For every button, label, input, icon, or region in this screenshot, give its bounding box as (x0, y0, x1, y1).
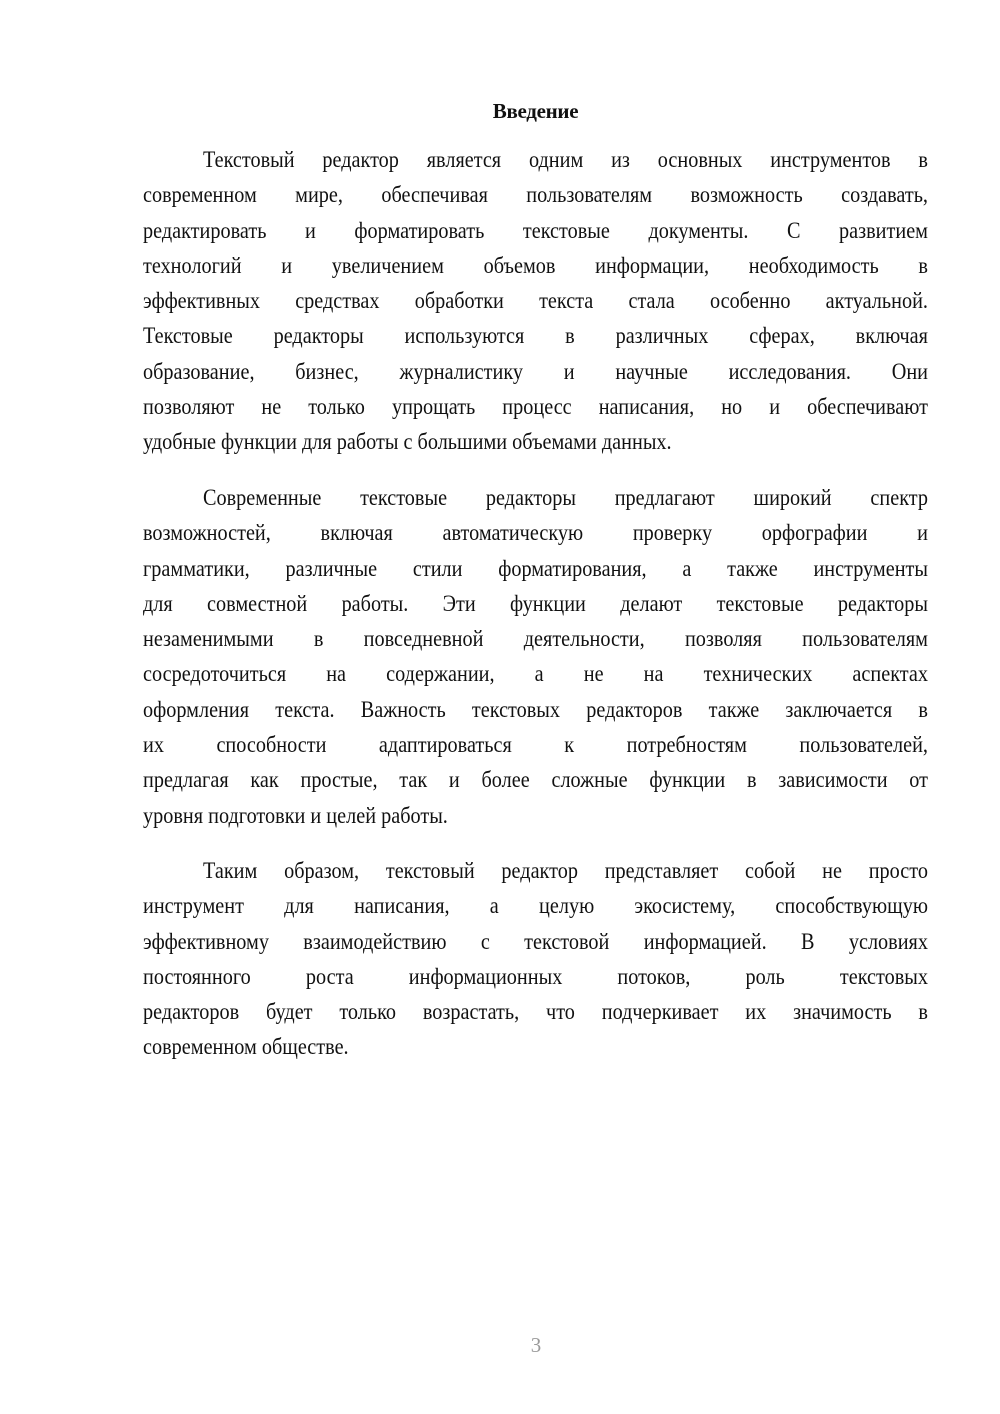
text-line: инструмент для написания, а целую экосистему, способствующую (143, 893, 928, 919)
text-line: Таким образом, текстовый редактор представляет собой не просто (202, 858, 928, 883)
paragraph-3 (143, 853, 928, 1065)
section-heading: Введение (492, 99, 579, 123)
text-line: возможностей, включая автоматическую проверку орфографии и (143, 520, 928, 546)
text-line: сосредоточиться на содержании, а не на технических аспектах (143, 661, 928, 687)
paragraph-2 (143, 480, 928, 833)
text-line: незаменимыми в повседневной деятельности, позволяя пользователям (143, 626, 928, 652)
page-number: 3 (530, 1333, 542, 1357)
text-line: уровня подготовки и целей работы. (143, 802, 448, 828)
text-line: образование, бизнес, журналистику и научные исследования. Они (143, 358, 928, 384)
text-line: редактировать и форматировать текстовые документы. С развитием (143, 217, 928, 243)
text-line: современном мире, обеспечивая пользователям возможность создавать, (143, 182, 928, 208)
text-line: для совместной работы. Эти функции делают текстовые редакторы (143, 590, 928, 616)
text-line: предлагая как простые, так и более сложные функции в зависимости от (143, 767, 928, 793)
text-line: эффективному взаимодействию с текстовой информацией. В условиях (143, 928, 928, 954)
text-line: Текстовые редакторы используются в различных сферах, включая (143, 323, 928, 349)
text-line: постоянного роста информационных потоков, роль текстовых (143, 963, 928, 989)
text-line: их способности адаптироваться к потребностям пользователей, (143, 732, 928, 758)
text-line: эффективных средствах обработки текста стала особенно актуальной. (143, 288, 928, 314)
text-line: редакторов будет только возрастать, что подчеркивает их значимость в (143, 999, 928, 1025)
text-line: современном обществе. (143, 1034, 349, 1060)
text-line: позволяют не только упрощать процесс написания, но и обеспечивают (143, 394, 928, 420)
paragraph-1 (143, 142, 928, 460)
text-line: технологий и увеличением объемов информации, необходимость в (143, 252, 928, 278)
text-line: Текстовый редактор является одним из основных инструментов в (202, 147, 928, 172)
text-line: грамматики, различные стили форматирования, а также инструменты (143, 555, 928, 581)
text-line: удобные функции для работы с большими объемами данных. (143, 429, 672, 455)
text-line: оформления текста. Важность текстовых редакторов также заключается в (143, 696, 928, 722)
text-line: Современные текстовые редакторы предлагают широкий спектр (202, 485, 928, 510)
